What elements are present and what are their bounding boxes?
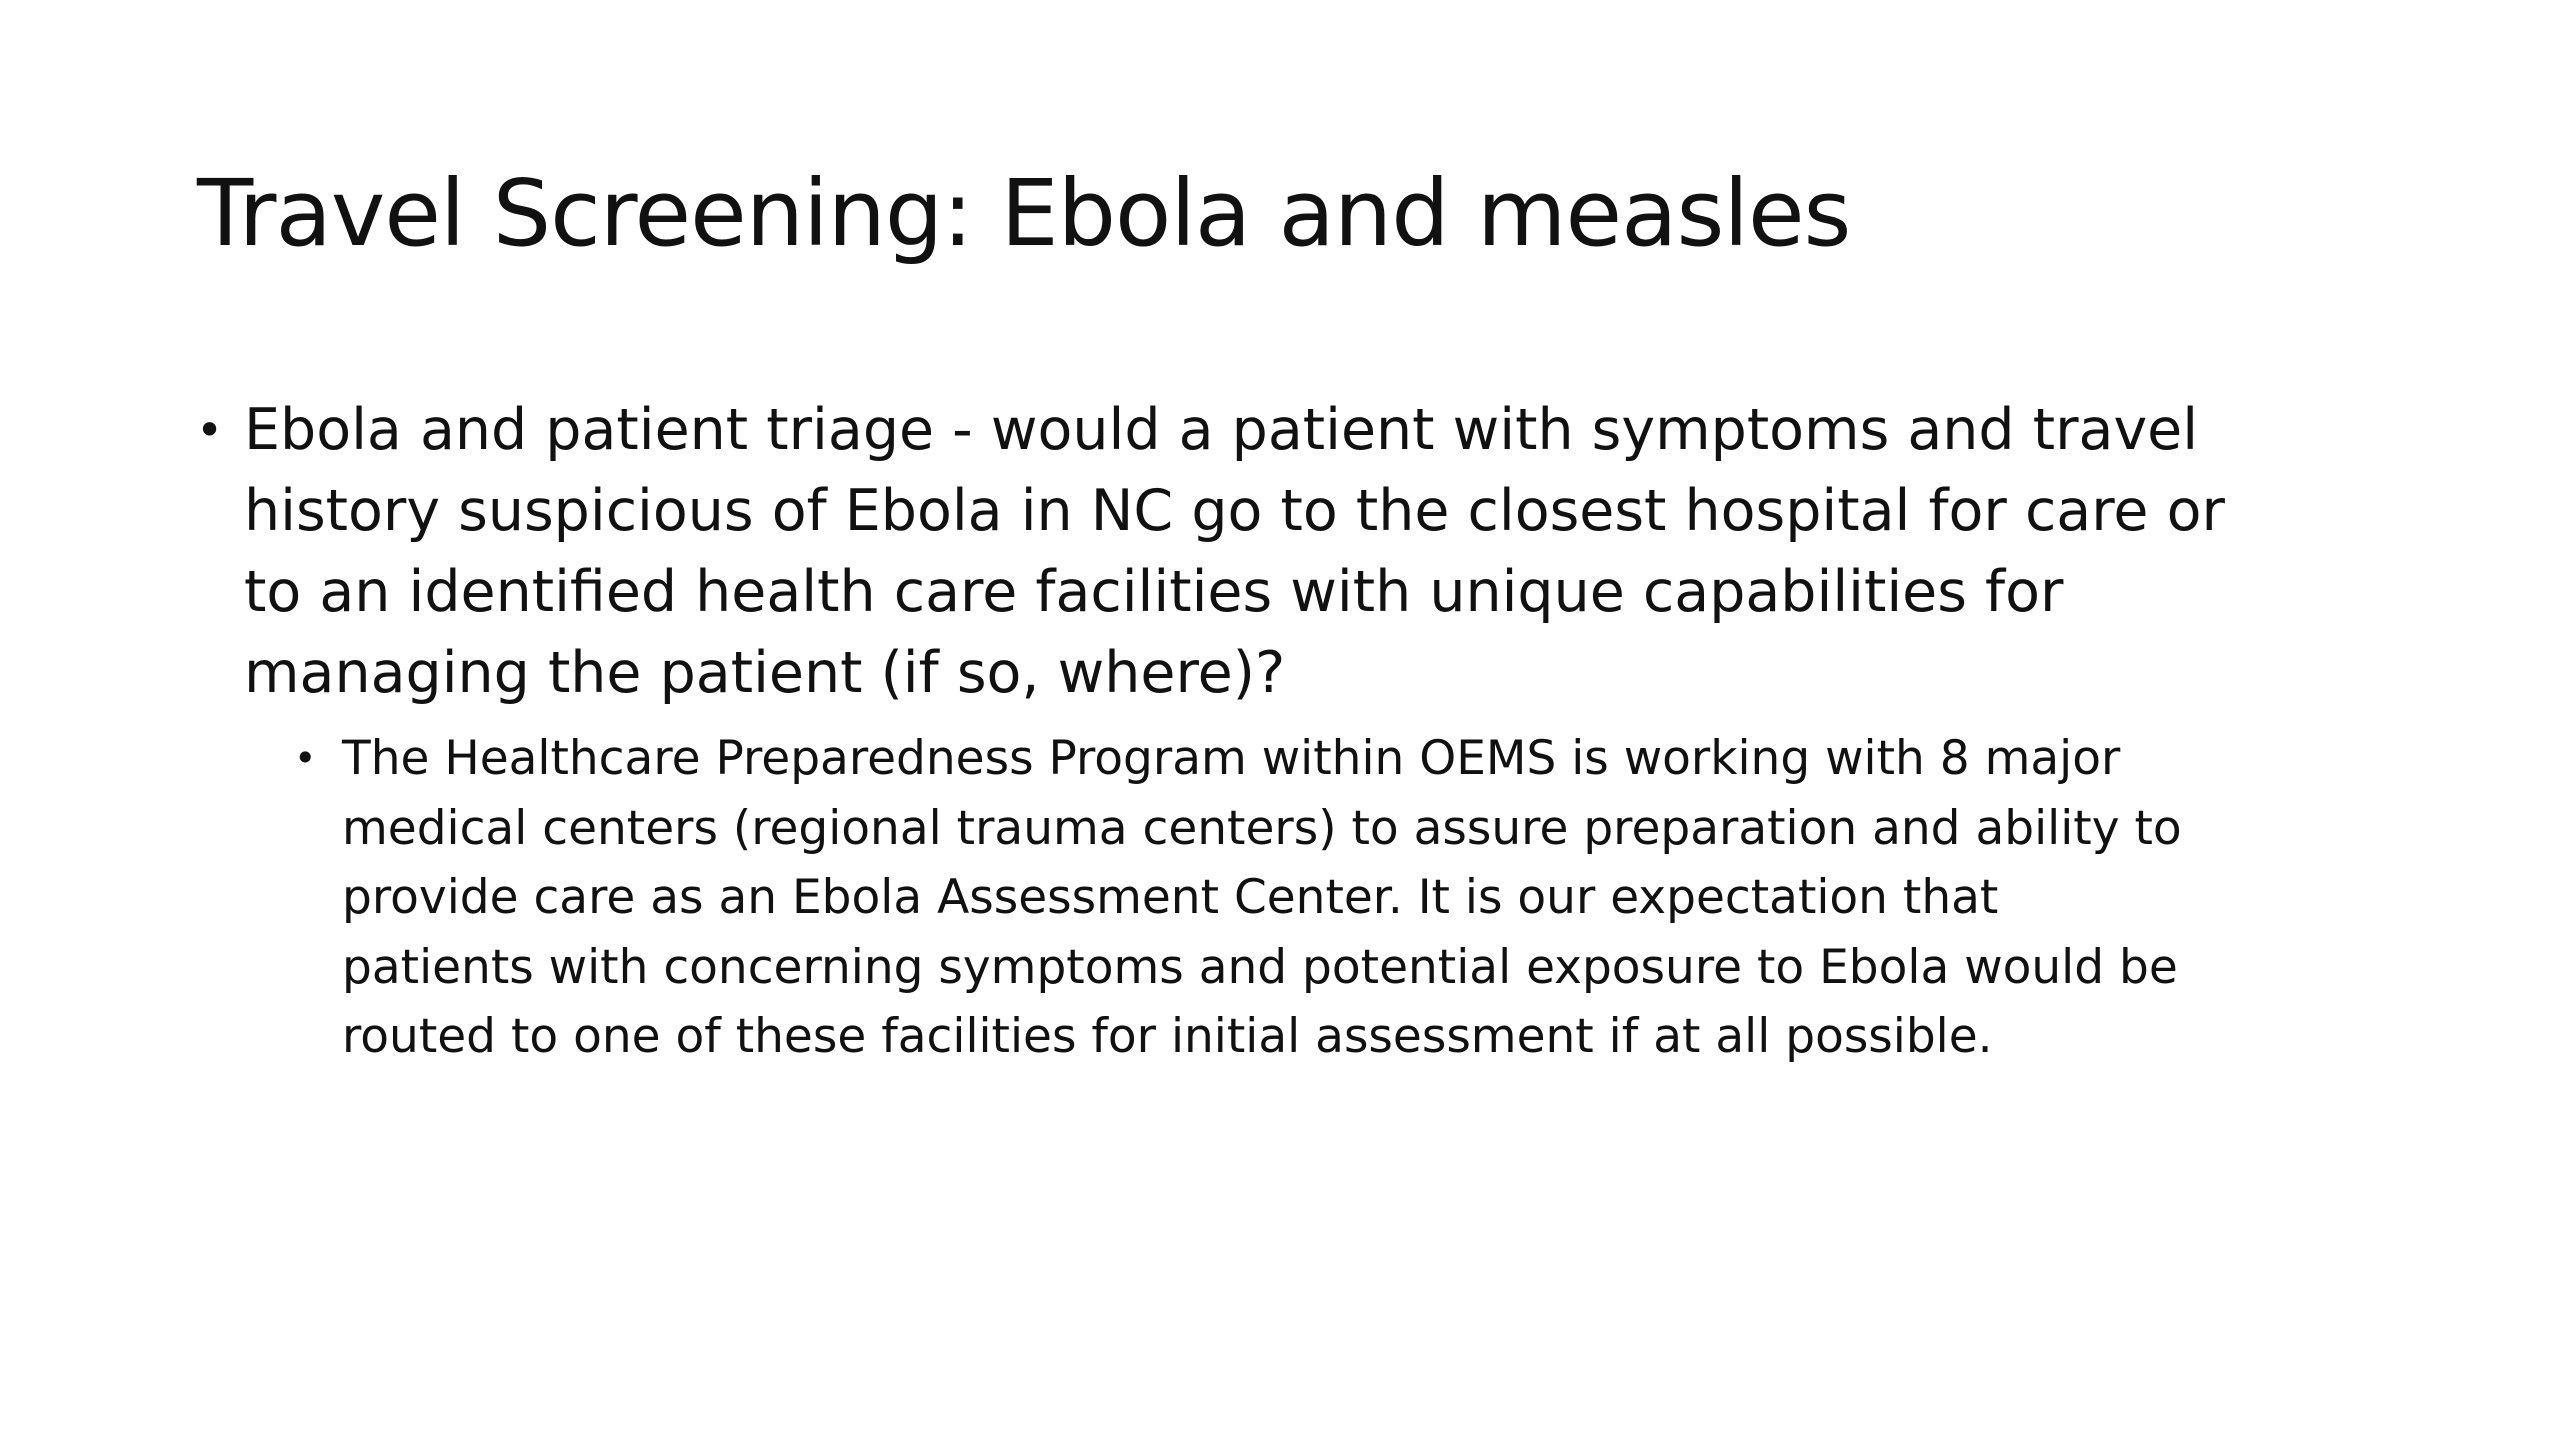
- sub-bullet-text-line: The Healthcare Preparedness Program within OEMS is working with 8 major: [342, 731, 2121, 786]
- sub-bullet-marker: •: [294, 736, 317, 780]
- bullet-text-line: managing the patient (if so, where)?: [244, 640, 1286, 706]
- slide-title: Travel Screening: Ebola and measles: [197, 160, 1851, 267]
- bullet-item: [188, 390, 2434, 714]
- bullet-marker: •: [196, 403, 224, 457]
- slide-body: [188, 390, 2418, 1072]
- bullet-text-line: Ebola and patient triage - would a patient with symptoms and travel: [244, 397, 2199, 463]
- sub-bullet-text-line: provide care as an Ebola Assessment Center. It is our expectation that: [342, 870, 1999, 925]
- bullet-text-line: history suspicious of Ebola in NC go to the closest hospital for care or: [244, 478, 2225, 544]
- sub-bullet-item: [284, 724, 2557, 1072]
- sub-bullet-text-line: patients with concerning symptoms and potential exposure to Ebola would be: [342, 939, 2178, 995]
- bullet-text-line: to an identified health care facilities with unique capabilities for: [244, 559, 2064, 625]
- sub-bullet-text-line: medical centers (regional trauma centers) to assure preparation and ability to: [342, 800, 2182, 856]
- sub-bullet-text-line: routed to one of these facilities for initial assessment if at all possible.: [342, 1009, 1993, 1064]
